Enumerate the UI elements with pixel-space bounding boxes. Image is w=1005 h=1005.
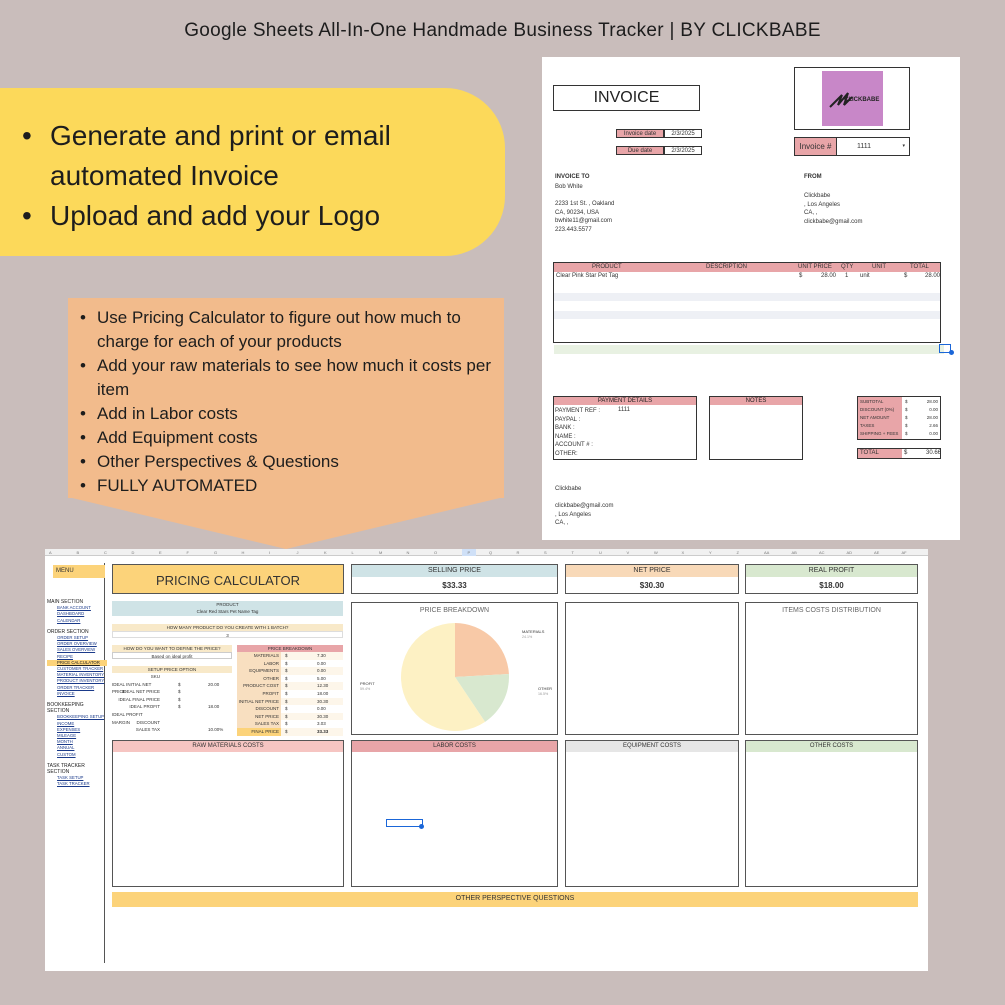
column-header: A xyxy=(49,550,52,555)
pie-label: 24.1% xyxy=(522,635,533,639)
cost-pie xyxy=(746,603,917,734)
calc-title: PRICING CALCULATOR xyxy=(156,573,300,588)
menu-section-heading: MAIN SECTION xyxy=(47,599,84,605)
breakdown-row xyxy=(237,713,343,721)
invoice-to-line: CA, 90234, USA xyxy=(555,209,600,216)
feature-item: • Add in Labor costs xyxy=(80,402,500,426)
col-unit: UNIT xyxy=(872,264,886,270)
breakdown-label: PRODUCT COST xyxy=(237,682,281,690)
footer-line: clickbabe@gmail.com xyxy=(555,503,614,510)
column-header: AF xyxy=(901,550,907,555)
column-header: Q xyxy=(489,550,493,555)
invoice-to-line: 2233 1st St. , Oakland xyxy=(555,201,615,208)
from-address xyxy=(804,192,862,226)
real-profit-card xyxy=(745,564,918,594)
equip-title: EQUIPMENT COSTS xyxy=(566,741,738,752)
footer-line: , Los Angeles xyxy=(555,511,592,518)
setup-row xyxy=(112,719,232,727)
column-header: E xyxy=(159,550,162,555)
callout-arrow xyxy=(68,497,504,549)
summary-value: 0.00 xyxy=(929,431,938,436)
pie-label: OTHER xyxy=(538,686,552,691)
breakdown-value: 30.30 xyxy=(317,698,329,704)
setup-label: DISCOUNT xyxy=(136,719,160,725)
breakdown-label: DISCOUNT xyxy=(237,705,281,713)
feature-item: • Use Pricing Calculator to figure out how much to charge for each of your products xyxy=(80,306,500,354)
invoice-date-label: Invoice date xyxy=(616,129,664,138)
setup-currency: $ xyxy=(178,681,181,687)
payment-line: PAYPAL : xyxy=(555,416,581,423)
pie-slice xyxy=(455,623,509,677)
column-header: AE xyxy=(874,550,880,555)
column-header: K xyxy=(324,550,327,555)
breakdown-label: NET PRICE xyxy=(237,713,281,721)
selling-price-card xyxy=(351,564,558,594)
setup-label: IDEAL PROFIT MARGIN xyxy=(112,711,143,725)
column-header: AA xyxy=(764,550,770,555)
setup-currency: $ xyxy=(178,696,181,702)
pie-label: MATERIALS xyxy=(522,629,545,634)
col-unit-price: UNIT PRICE xyxy=(798,264,832,270)
logo-text: CLICKBABE xyxy=(844,97,880,103)
net-label: NET PRICE xyxy=(566,565,738,577)
price-breakdown-chart xyxy=(351,602,558,735)
due-date-label: Due date xyxy=(616,146,664,155)
breakdown-label: EQUIPMENTS xyxy=(237,667,281,675)
from-label: FROM xyxy=(804,174,822,180)
column-header: O xyxy=(434,550,438,555)
summary-label: SHIPPING + FEES xyxy=(860,431,899,436)
menu-link[interactable]: PRICE CALCULATOR xyxy=(47,660,107,666)
summary-label: SUBTOTAL xyxy=(860,399,884,404)
calc-title-box xyxy=(112,564,344,594)
breakdown-label: OTHER xyxy=(237,675,281,683)
setup-row xyxy=(112,673,232,681)
breakdown-currency: $ xyxy=(285,698,288,704)
menu-link[interactable]: ORDER TRACKER xyxy=(57,684,95,690)
breakdown-value: 12.30 xyxy=(317,683,329,689)
payment-line: PAYMENT REF : xyxy=(555,408,601,414)
setup-row xyxy=(112,703,232,711)
item-currency: $ xyxy=(799,273,803,279)
menu-link[interactable]: PRODUCT INVENTORY xyxy=(57,678,105,684)
menu-link[interactable]: MATERIAL INVENTORY xyxy=(57,672,105,678)
menu-link[interactable]: ORDER OVERVIEW xyxy=(57,641,97,647)
column-header: R xyxy=(516,550,520,555)
col-qty: QTY xyxy=(841,264,854,270)
pie-label: 59.4% xyxy=(360,687,371,691)
summary-currency: $ xyxy=(905,423,908,428)
menu-link[interactable]: CALENDAR xyxy=(57,617,81,623)
menu-link[interactable]: ANNUAL xyxy=(57,745,75,751)
price-pie xyxy=(352,603,557,734)
summary-value: 28.00 xyxy=(926,399,938,404)
column-header: C xyxy=(104,550,107,555)
column-header: V xyxy=(626,550,630,555)
menu-link[interactable]: INVOICE xyxy=(57,690,75,696)
breakdown-currency: $ xyxy=(285,690,288,696)
product-value: Clear Red Stars Pet Name Tag xyxy=(196,609,259,614)
breakdown-currency: $ xyxy=(285,653,288,658)
item-product[interactable]: Clear Pink Star Pet Tag xyxy=(556,273,619,279)
breakdown-label: INITIAL NET PRICE xyxy=(238,698,279,704)
items-bar xyxy=(566,603,738,734)
payment-ref[interactable]: 1111 xyxy=(618,407,631,413)
total-box xyxy=(857,448,941,459)
column-header: AB xyxy=(791,550,797,555)
chart-title: PRICE BREAKDOWN xyxy=(419,607,490,614)
labor-title: LABOR COSTS xyxy=(352,741,557,752)
payment-details xyxy=(553,396,697,460)
selling-label: SELLING PRICE xyxy=(352,565,557,577)
breakdown-currency: $ xyxy=(285,721,288,727)
menu-label: MENU xyxy=(53,565,105,578)
setup-label: IDEAL FINAL PRICE xyxy=(118,696,160,702)
item-unit: unit xyxy=(860,273,870,279)
summary-box xyxy=(857,396,941,440)
invoice-to-line: Bob White xyxy=(555,184,583,190)
item-total-currency: $ xyxy=(904,273,908,279)
breakdown-label: PROFIT xyxy=(237,690,281,698)
setup-label: IDEAL INITIAL NET PRICE xyxy=(112,681,152,695)
breakdown-currency: $ xyxy=(285,668,288,674)
column-header: T xyxy=(571,550,574,555)
breakdown-value: 18.00 xyxy=(317,690,329,696)
from-line: clickbabe@gmail.com xyxy=(804,218,863,225)
summary-label: TAXES xyxy=(860,423,875,428)
invoice-preview xyxy=(542,57,960,540)
column-header: L xyxy=(351,550,354,555)
breakdown-label: FINAL PRICE xyxy=(237,728,281,736)
payment-line: BANK : xyxy=(555,425,575,432)
pricing-calculator-sheet xyxy=(45,549,928,971)
column-header: D xyxy=(131,550,135,555)
logo-frame[interactable] xyxy=(794,67,910,130)
chart-title: ITEMS COSTS DISTRIBUTION xyxy=(782,607,881,614)
setup-label: IDEAL NET PRICE xyxy=(121,689,160,695)
payment-line: NAME : xyxy=(555,433,576,440)
invoice-date[interactable]: 2/3/2025 xyxy=(664,129,702,138)
breakdown-row xyxy=(237,682,343,690)
invoice-to-line: bwhite11@gmail.com xyxy=(555,218,613,225)
logo-image xyxy=(822,71,883,126)
other-title: OTHER COSTS xyxy=(746,741,917,752)
item-price: 28.00 xyxy=(821,273,837,279)
net-price-card xyxy=(565,564,739,594)
selling-value: $33.33 xyxy=(442,581,467,590)
breakdown-value: 30.30 xyxy=(317,713,329,719)
breakdown-label: LABOR xyxy=(237,660,281,668)
summary-currency: $ xyxy=(905,407,908,412)
breakdown-currency: $ xyxy=(285,728,288,734)
col-total: TOTAL xyxy=(910,264,929,270)
column-header: AC xyxy=(819,550,825,555)
product-select[interactable] xyxy=(112,601,343,616)
perspective-title: OTHER PERSPECTIVE QUESTIONS xyxy=(455,895,575,902)
breakdown-label: SALES TAX xyxy=(237,720,281,728)
feature-item: • FULLY AUTOMATED xyxy=(80,474,500,498)
feature-item: • Other Perspectives & Questions xyxy=(80,450,500,474)
pie-label: 16.5% xyxy=(538,692,549,696)
summary-row xyxy=(859,430,941,438)
features-callout xyxy=(68,298,504,498)
column-header: H xyxy=(241,550,245,555)
breakdown-row xyxy=(237,660,343,668)
menu-link[interactable]: DASHBOARD xyxy=(57,611,85,617)
feature-item: • Add Equipment costs xyxy=(80,426,500,450)
due-date[interactable]: 2/3/2025 xyxy=(664,146,702,155)
column-header: M xyxy=(379,550,383,555)
column-header: Y xyxy=(709,550,712,555)
notes-header: NOTES xyxy=(710,397,802,405)
batch-question: HOW MANY PRODUCT DO YOU CREATE WITH 1 BATCH? xyxy=(112,624,343,631)
column-header: F xyxy=(186,550,189,555)
setup-row xyxy=(112,726,232,734)
column-header: W xyxy=(654,550,658,555)
breakdown-currency: $ xyxy=(285,675,288,681)
footer-line: Clickbabe xyxy=(555,486,582,492)
column-header: P xyxy=(462,549,477,556)
invoice-number: 1111 xyxy=(857,143,872,150)
setup-label: IDEAL PROFIT xyxy=(129,704,160,710)
define-question: HOW DO YOU WANT TO DEFINE THE PRICE? xyxy=(112,645,232,652)
column-header: J xyxy=(296,550,299,555)
invoice-to-line: 223.443.5577 xyxy=(555,226,592,233)
breakdown-value: 7.30 xyxy=(317,653,326,658)
menu-link[interactable]: SALES OVERVIEW xyxy=(57,647,96,653)
menu-section-heading: TASK TRACKER SECTION xyxy=(47,762,85,776)
invoice-number-select[interactable] xyxy=(836,137,910,156)
summary-value: 28.00 xyxy=(926,415,938,420)
payment-line: ACCOUNT # : xyxy=(555,442,593,449)
menu-link[interactable]: RECIPE xyxy=(57,653,73,659)
footer-line xyxy=(555,494,613,503)
setup-row xyxy=(112,688,232,696)
breakdown-row xyxy=(237,720,343,728)
col-description: DESCRIPTION xyxy=(706,264,748,270)
breakdown-value: 0.00 xyxy=(317,668,326,674)
column-header: X xyxy=(681,550,685,555)
from-line: CA, , xyxy=(804,210,818,217)
summary-row xyxy=(859,414,941,422)
total-label: TOTAL xyxy=(858,449,902,458)
invoice-number-label: Invoice # xyxy=(794,137,837,156)
menu-link[interactable]: BOOKKEEPING SETUP xyxy=(57,714,105,720)
menu-link[interactable]: MONTH xyxy=(57,739,73,745)
summary-label: NET AMOUNT xyxy=(860,415,890,420)
from-line: Clickbabe xyxy=(804,193,831,199)
breakdown-currency: $ xyxy=(285,706,288,712)
breakdown-row xyxy=(237,705,343,713)
chevron-down-icon: ▾ xyxy=(902,143,905,149)
perspective-bar xyxy=(112,892,918,907)
breakdown-value: 3.03 xyxy=(317,721,326,727)
column-headers xyxy=(45,549,928,556)
summary-row xyxy=(859,406,941,414)
column-header: S xyxy=(544,550,547,555)
total-value: 30.66 xyxy=(926,450,942,456)
summary-label: DISCOUNT (0%) xyxy=(860,407,895,412)
feature-item: • Add your raw materials to see how much it costs per item xyxy=(80,354,500,402)
setup-value[interactable]: 20.00 xyxy=(208,681,220,687)
column-header: B xyxy=(76,550,80,555)
setup-header: SETUP PRICE OPTION xyxy=(112,666,232,673)
define-select[interactable]: Based on ideal profit xyxy=(112,652,232,659)
setup-currency: $ xyxy=(178,704,181,710)
breakdown-value: 0.00 xyxy=(317,706,326,712)
menu-link[interactable]: EXPENSES xyxy=(57,726,81,732)
payment-header: PAYMENT DETAILS xyxy=(554,397,696,405)
menu-link[interactable]: INCOME xyxy=(57,720,75,726)
summary-currency: $ xyxy=(905,399,908,404)
payment-line: OTHER: xyxy=(555,450,578,457)
breakdown-value: 5.00 xyxy=(317,675,326,681)
footer-line: CA, , xyxy=(555,520,569,527)
breakdown-row xyxy=(237,698,343,706)
total-currency: $ xyxy=(904,450,908,456)
pie-label: PROFIT xyxy=(360,681,375,686)
sidebar-menu xyxy=(47,563,105,963)
breakdown-label: MATERIALS xyxy=(237,652,281,660)
menu-link[interactable]: TASK TRACKER xyxy=(57,781,90,787)
breakdown-row xyxy=(237,675,343,683)
invoice-to-line xyxy=(555,192,614,201)
menu-link[interactable]: BANK ACCOUNT xyxy=(57,605,91,611)
page-title: Google Sheets All-In-One Handmade Business Tracker | BY CLICKBABE xyxy=(184,20,821,41)
summary-value: 2.66 xyxy=(929,423,938,428)
summary-row xyxy=(859,422,941,430)
breakdown-currency: $ xyxy=(285,660,288,666)
column-header: U xyxy=(599,550,602,555)
bullet-logo: • Upload and add your Logo xyxy=(22,196,505,236)
invoice-to-address xyxy=(555,183,614,235)
equipment-table xyxy=(565,740,739,887)
setup-label: SALES TAX xyxy=(135,727,160,733)
menu-link[interactable]: ORDER SETUP xyxy=(57,635,89,641)
column-header: AD xyxy=(846,550,853,555)
items-costs-chart xyxy=(565,602,739,735)
breakdown-currency: $ xyxy=(285,683,288,689)
setup-value[interactable]: 18.00 xyxy=(208,704,220,710)
summary-value: 0.00 xyxy=(929,407,938,412)
breakdown-row xyxy=(237,690,343,698)
raw-title: RAW MATERIALS COSTS xyxy=(113,741,343,752)
bullet-invoice: • Generate and print or email automated Invoice xyxy=(22,116,505,196)
col-product: PRODUCT xyxy=(592,264,622,270)
item-total: 28.00 xyxy=(925,273,941,279)
column-header: I xyxy=(269,550,271,555)
notes-box[interactable] xyxy=(709,396,803,460)
setup-label: SKU xyxy=(150,674,160,679)
column-header: Z xyxy=(736,550,739,555)
menu-link[interactable]: MILEAGE xyxy=(57,733,77,739)
batch-input[interactable]: 3 xyxy=(112,631,343,638)
breakdown-currency: $ xyxy=(285,713,288,719)
setup-value[interactable]: 10.00% xyxy=(208,727,224,733)
breakdown-row xyxy=(237,652,343,660)
summary-row xyxy=(859,398,941,406)
item-qty[interactable]: 1 xyxy=(845,273,849,279)
setup-currency: $ xyxy=(178,689,181,695)
profit-label: REAL PROFIT xyxy=(746,565,917,577)
summary-currency: $ xyxy=(905,431,908,436)
column-header: N xyxy=(406,550,410,555)
cell-cursor[interactable] xyxy=(386,819,423,827)
breakdown-row xyxy=(237,728,343,736)
menu-link[interactable]: CUSTOM xyxy=(57,751,76,757)
net-value: $30.30 xyxy=(639,581,665,590)
breakdown-value: 33.33 xyxy=(317,728,329,734)
cost-breakdown-chart xyxy=(745,602,918,735)
summary-currency: $ xyxy=(905,415,908,420)
breakdown-row xyxy=(237,667,343,675)
from-line: , Los Angeles xyxy=(804,201,841,208)
invoice-to-label: INVOICE TO xyxy=(555,174,590,180)
menu-link[interactable]: TASK SETUP xyxy=(57,775,84,781)
breakdown-value: 0.00 xyxy=(317,660,326,666)
setup-row xyxy=(112,696,232,704)
profit-value: $18.00 xyxy=(819,581,844,590)
menu-link[interactable]: CUSTOMER TRACKER xyxy=(57,666,104,672)
other-costs-table xyxy=(745,740,918,887)
labor-table xyxy=(351,740,558,887)
product-label: PRODUCT xyxy=(216,602,239,607)
breakdown-header: PRICE BREAKDOWN xyxy=(237,645,343,652)
invoice-title: INVOICE xyxy=(553,85,700,111)
invoice-callout xyxy=(0,88,505,256)
raw-materials-table xyxy=(112,740,344,887)
menu-section-heading: BOOKKEEPING SECTION xyxy=(47,702,84,715)
menu-section-heading: ORDER SECTION xyxy=(47,628,89,635)
invoice-footer xyxy=(555,485,613,528)
column-header: G xyxy=(214,550,218,555)
